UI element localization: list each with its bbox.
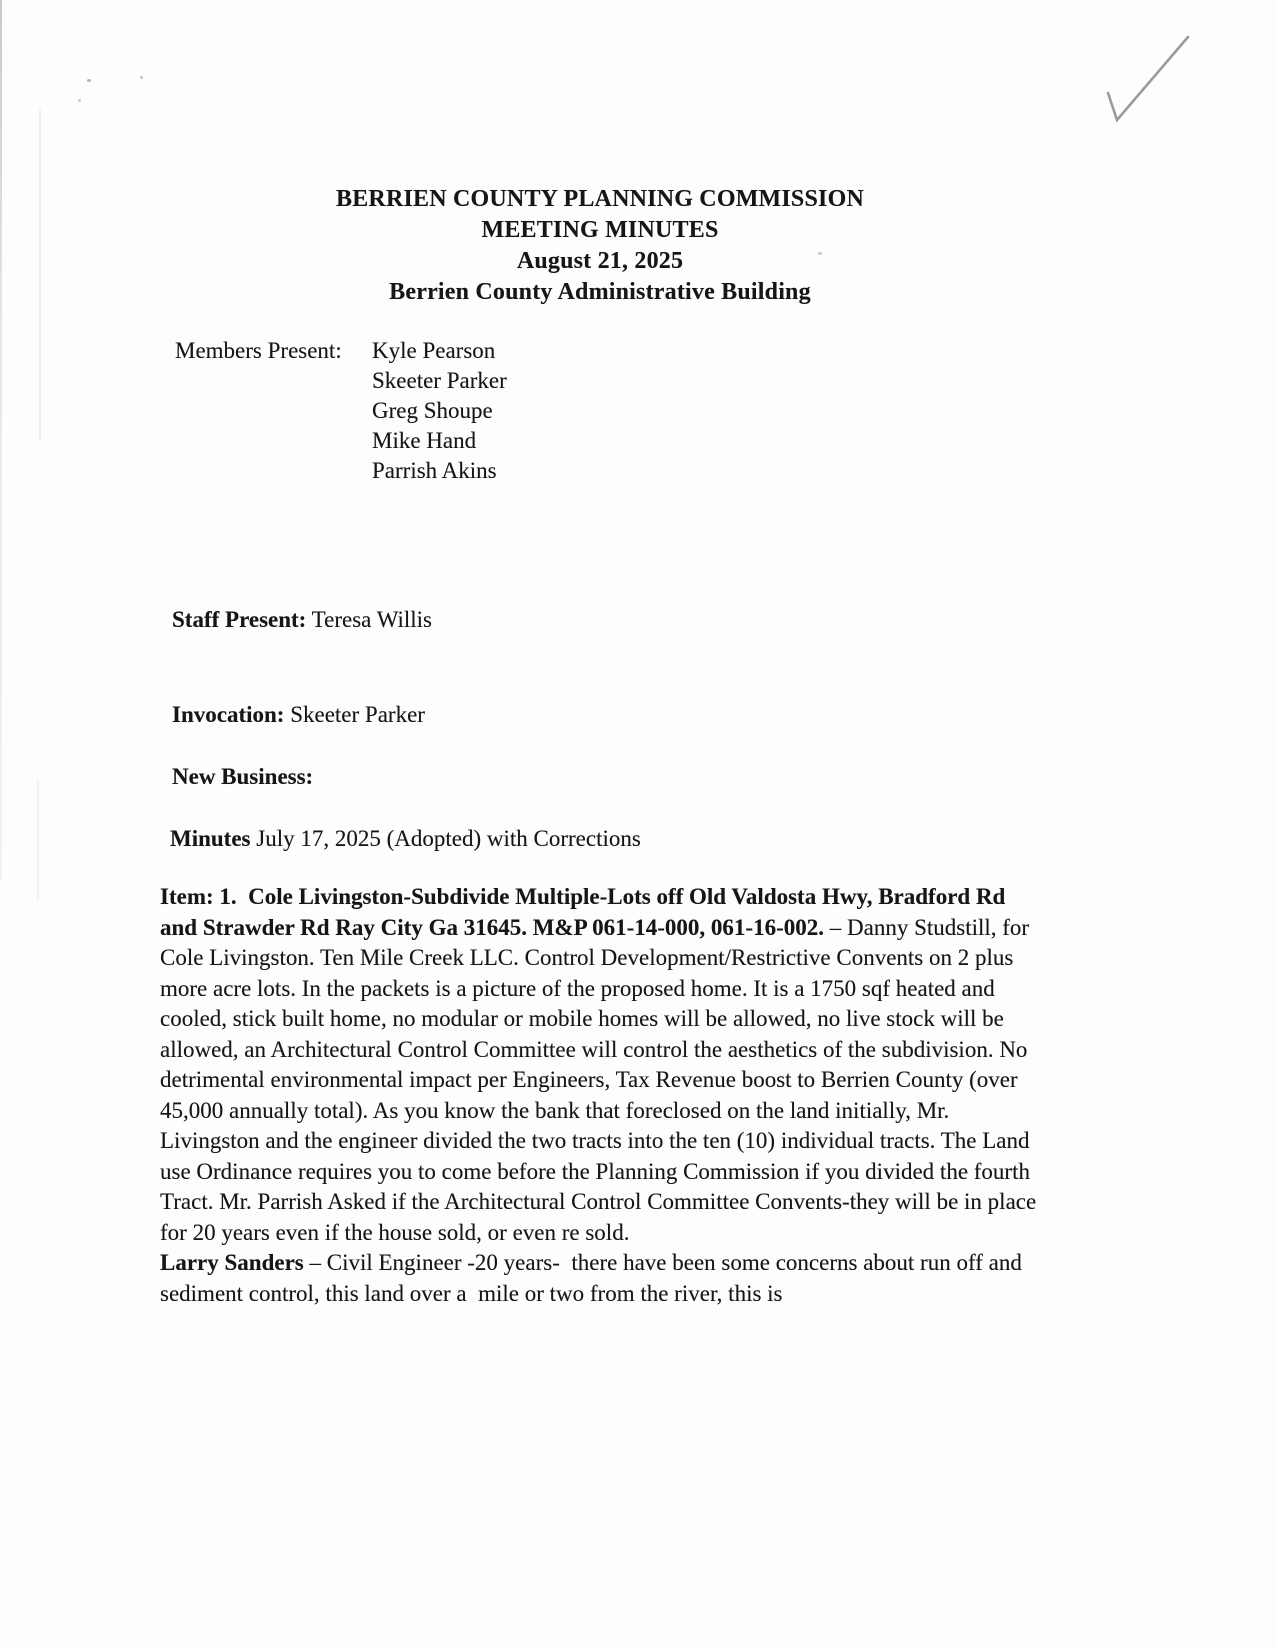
- document-title: [160, 184, 1040, 308]
- scan-edge-line: [0, 0, 2, 880]
- item-1-body: – Danny Studstill, for Cole Livingston. Ten Mile Creek LLC. Control Development/Restrictive Convents on 2 plus more acre lots. In the packets is a picture of the proposed home. It is a 1750 sqf heated and cooled, stick built home, no modular or mobile homes will be allowed, no live stock will be allowed, an Architectural Control Committee will control the aesthetics of the subdivision. No detrimental environmental impact per Engineers, Tax Revenue boost to Berrien County (over 45,000 annually total). As you know the bank that foreclosed on the land initially, Mr. Livingston and the engineer divided the two tracts into the ten (10) individual tracts. The Land use Ordinance requires you to come before the Planning Commission if you divided the fourth Tract. Mr. Parrish Asked if the Architectural Control Committee Convents-they will be in place for 20 years even if the house sold, or even re sold.: [160, 914, 1042, 1245]
- members-present-label: Members Present:: [175, 338, 342, 363]
- minutes-line: [170, 824, 641, 854]
- item-1-paragraph: [160, 882, 1040, 1248]
- invocation-value: Skeeter Parker: [284, 702, 425, 727]
- member-name: Kyle Pearson: [372, 338, 496, 363]
- member-name: Skeeter Parker: [372, 368, 507, 393]
- members-present-names: [372, 336, 507, 486]
- speaker-name: Larry Sanders: [160, 1250, 304, 1275]
- item-1-section: [160, 882, 1040, 1309]
- scan-speck: [78, 99, 81, 102]
- checkmark-icon: [1040, 25, 1200, 135]
- member-name: Parrish Akins: [372, 458, 497, 483]
- member-name: Mike Hand: [372, 428, 477, 453]
- invocation-label: Invocation:: [172, 702, 285, 727]
- scan-speck: [140, 76, 143, 79]
- invocation-line: [172, 700, 425, 730]
- item-1-heading: Item: 1. Cole Livingston-Subdivide Multiple-Lots off Old Valdosta Hwy, Bradford Rd and Strawder Rd Ray City Ga 31645. M&P 061-14-000, 061-16-002.: [160, 884, 1012, 940]
- minutes-value: July 17, 2025 (Adopted) with Corrections: [250, 826, 641, 851]
- title-line-commission: BERRIEN COUNTY PLANNING COMMISSION: [336, 186, 864, 212]
- minutes-label: Minutes: [170, 826, 251, 851]
- members-present-section: [175, 336, 507, 486]
- staff-present-line: [172, 605, 432, 635]
- title-line-location: Berrien County Administrative Building: [389, 279, 811, 305]
- speaker-text: – Civil Engineer -20 years- there have been some concerns about run off and sediment control, this land over a mile or two from the river, this is: [160, 1250, 1028, 1306]
- staff-present-label: Staff Present:: [172, 607, 307, 632]
- title-line-date: August 21, 2025: [516, 248, 684, 274]
- speaker-paragraph: [160, 1248, 1040, 1309]
- member-name: Greg Shoupe: [372, 398, 493, 423]
- staff-present-value: Teresa Willis: [306, 607, 432, 632]
- scan-streak: [37, 780, 39, 900]
- scan-streak: [39, 110, 41, 440]
- scan-speck: [87, 79, 91, 82]
- new-business-heading: New Business:: [172, 764, 314, 789]
- title-line-meeting-minutes: MEETING MINUTES: [481, 217, 719, 243]
